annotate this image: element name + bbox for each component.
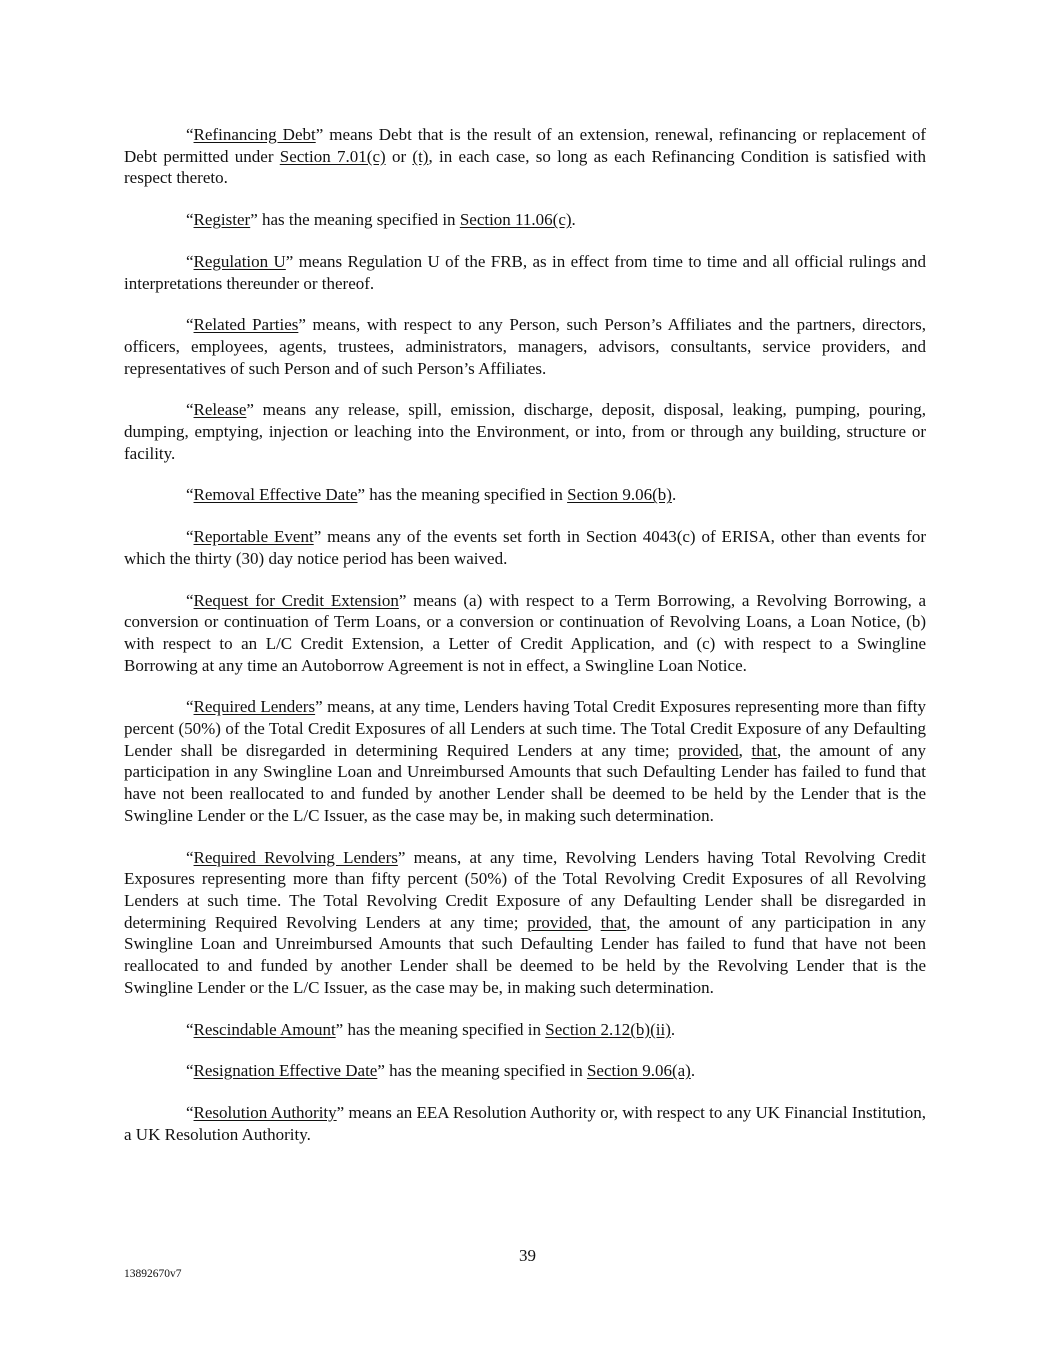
cross-reference: Section 11.06(c) (459, 210, 572, 230)
cross-reference: Section 9.06(b) (567, 485, 672, 505)
definition-text: has the meaning specified in (384, 1061, 587, 1081)
cross-reference: provided (527, 912, 588, 932)
defined-term: Related Parties (193, 315, 299, 335)
definition-text: , (738, 740, 752, 760)
definition-paragraph: “Required Lenders” means, at any time, Lenders having Total Credit Exposures representing more than fifty percent (50%) of the Total Credit Exposures of all Lenders at such time. The Total Credit Exposure of any Defaulting Lender shall be disregarded in determining Required Lenders at any time; provided, that, the amount of any participation in any Swingline Loan and Unreimbursed Amounts that such Defaulting Lender has failed to fund that have not been reallocated to and funded by another Lender shall be deemed to be held by the Lender that is the Swingline Lender or the L/C Issuer, as the case may be, in making such determination. (124, 697, 927, 825)
definition-text: , the amount of any participation in any Swingline Loan and Unreimbursed Amounts that such Defaulting Lender has failed to fund that have not been reallocated to and funded by another Lender shall be deemed to be held by the Revolving Lender that is the Swingline Lender or the L/C Issuer, as the case may be, in making such determination. (124, 912, 927, 997)
definition-text: , (587, 912, 601, 932)
cross-reference: that (600, 912, 627, 932)
defined-term: Request for Credit Extension (193, 590, 399, 610)
definition-text: . (571, 210, 576, 230)
definition-text: . (690, 1061, 696, 1081)
defined-term: Register (193, 210, 251, 230)
defined-term: Regulation U (193, 251, 286, 271)
defined-term: Refinancing Debt (193, 125, 316, 144)
cross-reference: Section 7.01(c) (279, 146, 386, 166)
definition-paragraph: “Refinancing Debt” means Debt that is the result of an extension, renewal, refinancing or replacement of Debt permitted under Section 7.01(c) or (t), in each case, so long as each Refinancing Condition is satisfied with respect thereto. (124, 125, 926, 188)
page-number: 39 (519, 1246, 536, 1265)
definition-paragraph: “Required Revolving Lenders” means, at any time, Revolving Lenders having Total Revolving Credit Exposures representing more than fifty percent (50%) of the Total Revolving Credit Exposures of all Revolving Lenders at such time. The Total Revolving Credit Exposure of any Defaulting Lender shall be disregarded in determining Required Revolving Lenders at any time; provided, that, the amount of any participation in any Swingline Loan and Unreimbursed Amounts that such Defaulting Lender has failed to fund that have not been reallocated to and funded by another Lender shall be deemed to be held by the Revolving Lender that is the Swingline Lender or the L/C Issuer, as the case may be, in making such determination. (124, 847, 927, 997)
defined-term: Removal Effective Date (193, 485, 358, 505)
defined-term: Resolution Authority (193, 1102, 337, 1122)
defined-term: Reportable Event (193, 527, 314, 547)
defined-term: Release (193, 400, 247, 420)
definition-paragraph: “Register” has the meaning specified in Section 11.06(c). (186, 210, 576, 230)
definition-text: means, at any time, Revolving Lenders having Total Revolving Credit Exposures representing more than fifty percent (50%) of the Total Revolving Credit Exposures of all Revolving Lenders at such time. The Total Revolving Credit Exposure of any Defaulting Lender shall be disregarded in determining Required Revolving Lenders at any time; (124, 847, 926, 932)
definition-text: means Regulation U of the FRB, as in effect from time to time and all official rulings and interpretations thereunder or thereof. (124, 251, 926, 293)
definition-paragraph: “Resignation Effective Date” has the meaning specified in Section 9.06(a). (186, 1061, 696, 1081)
defined-term: Rescindable Amount (193, 1019, 336, 1039)
definition-text: means any of the events set forth in Section 4043(c) of ERISA, other than events for which the thirty (30) day notice period has been waived. (124, 527, 926, 568)
definition-text: means any release, spill, emission, discharge, deposit, disposal, leaking, pumping, pouring, dumping, emptying, injection or leaching into the Environment, or into, from or through any building, structure or facility. (124, 400, 926, 463)
document-body (124, 124, 926, 1165)
definition-text: has the meaning specified in (343, 1019, 546, 1039)
definition-paragraph: “Regulation U” means Regulation U of the FRB, as in effect from time to time and all official rulings and interpretations thereunder or thereof. (124, 251, 926, 293)
cross-reference: Section 2.12(b)(ii) (545, 1019, 671, 1039)
definition-paragraph: “Reportable Event” means any of the events set forth in Section 4043(c) of ERISA, other than events for which the thirty (30) day notice period has been waived. (124, 527, 926, 568)
definition-text: means, with respect to any Person, such Person’s Affiliates and the partners, directors, officers, employees, agents, trustees, administrators, managers, advisors, consultants, service providers, and representatives of such Person and of such Person’s Affiliates. (124, 315, 926, 378)
cross-reference: (t) (412, 146, 429, 166)
definition-text: , the amount of any participation in any Swingline Loan and Unreimbursed Amounts that such Defaulting Lender has failed to fund that have not been reallocated to and funded by another Lender shall be deemed to be held by the Lender that is the Swingline Lender or the L/C Issuer, as the case may be, in making such determination. (124, 740, 927, 825)
document-id: 13892670v7 (124, 1268, 182, 1280)
definition-text: means (a) with respect to a Term Borrowing, a Revolving Borrowing, a conversion or continuation of Term Loans, or a conversion or continuation of Revolving Loans, a Loan Notice, (b) with respect to an L/C Credit Extension, a Letter of Credit Application, and (c) with respect to a Swingline Borrowing at any time an Autoborrow Agreement is not in effect, a Swingline Loan Notice. (124, 590, 926, 675)
definition-text: . (671, 485, 677, 505)
definition-text: . (670, 1019, 676, 1039)
definition-text: , in each case, so long as each Refinancing Condition is satisfied with respect thereto. (124, 146, 926, 188)
defined-term: Resignation Effective Date (193, 1061, 378, 1081)
defined-term: Required Lenders (193, 697, 316, 717)
defined-term: Required Revolving Lenders (193, 847, 398, 867)
cross-reference: that (751, 740, 777, 760)
definition-text: means, at any time, Lenders having Total Credit Exposures representing more than fifty percent (50%) of the Total Credit Exposures of all Lenders at such time. The Total Credit Exposure of any Defaulting Lender shall be disregarded in determining Required Lenders at any time; (124, 697, 926, 760)
definition-paragraph: “Removal Effective Date” has the meaning specified in Section 9.06(b). (186, 485, 677, 505)
definition-paragraph: “Rescindable Amount” has the meaning specified in Section 2.12(b)(ii). (186, 1019, 676, 1039)
definition-paragraph: “Request for Credit Extension” means (a) with respect to a Term Borrowing, a Revolving Borrowing, a conversion or continuation of Term Loans, or a conversion or continuation of Revolving Loans, a Loan Notice, (b) with respect to an L/C Credit Extension, a Letter of Credit Application, and (c) with respect to a Swingline Borrowing at any time an Autoborrow Agreement is not in effect, a Swingline Loan Notice. (124, 590, 926, 675)
definition-text: means Debt that is the result of an extension, renewal, refinancing or replacement of Debt permitted under (124, 125, 926, 166)
definition-text: means an EEA Resolution Authority or, with respect to any UK Financial Institution, a UK Resolution Authority. (124, 1102, 926, 1144)
definition-paragraph: “Related Parties” means, with respect to any Person, such Person’s Affiliates and the partners, directors, officers, employees, agents, trustees, administrators, managers, advisors, consultants, service providers, and representatives of such Person and of such Person’s Affiliates. (124, 315, 926, 378)
cross-reference: Section 9.06(a) (586, 1061, 691, 1081)
definition-text: has the meaning specified in (257, 210, 460, 230)
definition-text: or (385, 146, 413, 166)
definition-text: has the meaning specified in (365, 485, 568, 505)
definition-paragraph: “Release” means any release, spill, emission, discharge, deposit, disposal, leaking, pumping, pouring, dumping, emptying, injection or leaching into the Environment, or into, from or through any building, structure or facility. (124, 400, 926, 463)
definition-paragraph: “Resolution Authority” means an EEA Resolution Authority or, with respect to any UK Financial Institution, a UK Resolution Authority. (124, 1102, 926, 1144)
cross-reference: provided (678, 740, 739, 760)
